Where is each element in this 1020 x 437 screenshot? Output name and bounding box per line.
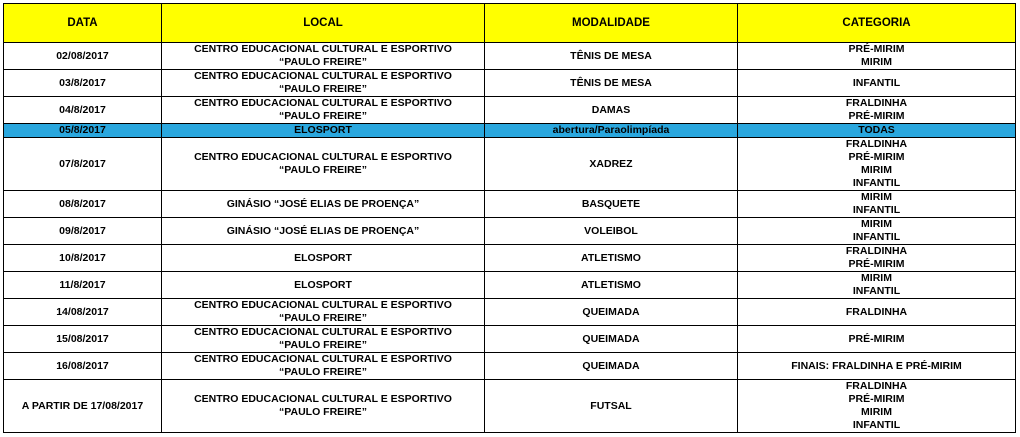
categoria-cell — [738, 97, 1016, 124]
table-row — [4, 245, 1016, 272]
date-cell: 15/08/2017 — [4, 326, 162, 353]
date-cell: 16/08/2017 — [4, 353, 162, 380]
date-cell: 05/8/2017 — [4, 124, 162, 138]
date-cell: A PARTIR DE 17/08/2017 — [4, 380, 162, 433]
modalidade-cell: ATLETISMO — [485, 272, 738, 299]
categoria-line: FRALDINHA — [845, 245, 908, 257]
categoria-line: PRÉ-MIRIM — [848, 151, 905, 163]
categoria-line: FRALDINHA — [845, 97, 908, 109]
categoria-line: PRÉ-MIRIM — [848, 332, 905, 345]
local-line: CENTRO EDUCACIONAL CULTURAL E ESPORTIVO — [194, 353, 452, 365]
categoria-line: PRÉ-MIRIM — [848, 110, 905, 122]
table-row — [4, 191, 1016, 218]
categoria-line: TODAS — [858, 124, 895, 136]
categoria-line: PRÉ-MIRIM — [848, 43, 905, 55]
modalidade-cell: abertura/Paraolimpíada — [485, 124, 738, 138]
local-line: CENTRO EDUCACIONAL CULTURAL E ESPORTIVO — [194, 97, 452, 109]
modalidade-cell: QUEIMADA — [485, 326, 738, 353]
local-line: CENTRO EDUCACIONAL CULTURAL E ESPORTIVO — [194, 326, 452, 338]
categoria-cell — [738, 218, 1016, 245]
header-categoria: CATEGORIA — [738, 4, 1016, 43]
modalidade-cell: TÊNIS DE MESA — [485, 70, 738, 97]
table-row — [4, 353, 1016, 380]
date-cell: 07/8/2017 — [4, 138, 162, 191]
date-cell: 03/8/2017 — [4, 70, 162, 97]
categoria-line: PRÉ-MIRIM — [848, 258, 905, 270]
categoria-line: MIRIM — [861, 406, 892, 418]
modalidade-cell: QUEIMADA — [485, 299, 738, 326]
date-cell: 02/08/2017 — [4, 43, 162, 70]
local-line: ELOSPORT — [294, 124, 352, 136]
modalidade-cell: FUTSAL — [485, 380, 738, 433]
local-line: ELOSPORT — [294, 278, 352, 291]
local-cell — [162, 353, 485, 380]
local-line: CENTRO EDUCACIONAL CULTURAL E ESPORTIVO — [194, 393, 452, 405]
local-cell — [162, 43, 485, 70]
local-cell — [162, 138, 485, 191]
categoria-cell — [738, 191, 1016, 218]
local-line: CENTRO EDUCACIONAL CULTURAL E ESPORTIVO — [194, 43, 452, 55]
date-cell: 04/8/2017 — [4, 97, 162, 124]
categoria-line: INFANTIL — [852, 285, 901, 297]
date-cell: 08/8/2017 — [4, 191, 162, 218]
local-line: GINÁSIO “JOSÉ ELIAS DE PROENÇA” — [226, 197, 420, 210]
modalidade-cell: XADREZ — [485, 138, 738, 191]
local-line: “PAULO FREIRE” — [279, 164, 367, 176]
categoria-cell — [738, 43, 1016, 70]
local-cell — [162, 299, 485, 326]
categoria-line: MIRIM — [861, 272, 892, 284]
categoria-line: MIRIM — [861, 191, 892, 203]
categoria-line: MIRIM — [861, 218, 892, 230]
header-row — [4, 4, 1016, 43]
local-line: CENTRO EDUCACIONAL CULTURAL E ESPORTIVO — [194, 70, 452, 82]
categoria-line: PRÉ-MIRIM — [848, 393, 905, 405]
categoria-cell — [738, 299, 1016, 326]
table-row — [4, 97, 1016, 124]
local-cell — [162, 272, 485, 299]
date-cell: 09/8/2017 — [4, 218, 162, 245]
local-cell — [162, 191, 485, 218]
categoria-cell — [738, 138, 1016, 191]
categoria-cell — [738, 124, 1016, 138]
local-line: “PAULO FREIRE” — [279, 406, 367, 418]
local-line: “PAULO FREIRE” — [279, 83, 367, 95]
categoria-cell — [738, 353, 1016, 380]
date-cell: 10/8/2017 — [4, 245, 162, 272]
table-row — [4, 70, 1016, 97]
modalidade-cell: VOLEIBOL — [485, 218, 738, 245]
schedule-table — [3, 3, 1016, 433]
local-line: “PAULO FREIRE” — [279, 366, 367, 378]
local-line: “PAULO FREIRE” — [279, 312, 367, 324]
table-row — [4, 272, 1016, 299]
categoria-line: FINAIS: FRALDINHA E PRÉ-MIRIM — [791, 359, 962, 372]
table-row — [4, 218, 1016, 245]
local-line: ELOSPORT — [294, 251, 352, 264]
modalidade-cell: DAMAS — [485, 97, 738, 124]
categoria-cell — [738, 380, 1016, 433]
modalidade-cell: ATLETISMO — [485, 245, 738, 272]
categoria-cell — [738, 245, 1016, 272]
local-cell — [162, 380, 485, 433]
local-cell — [162, 218, 485, 245]
categoria-line: FRALDINHA — [845, 380, 908, 392]
local-line: “PAULO FREIRE” — [279, 339, 367, 351]
table-row — [4, 299, 1016, 326]
local-line: CENTRO EDUCACIONAL CULTURAL E ESPORTIVO — [194, 299, 452, 311]
local-line: GINÁSIO “JOSÉ ELIAS DE PROENÇA” — [226, 224, 420, 237]
modalidade-cell: TÊNIS DE MESA — [485, 43, 738, 70]
table-row — [4, 380, 1016, 433]
categoria-line: MIRIM — [861, 56, 892, 68]
header-modalidade: MODALIDADE — [485, 4, 738, 43]
local-line: CENTRO EDUCACIONAL CULTURAL E ESPORTIVO — [194, 151, 452, 163]
modalidade-cell: QUEIMADA — [485, 353, 738, 380]
header-local: LOCAL — [162, 4, 485, 43]
categoria-cell — [738, 326, 1016, 353]
schedule-body — [4, 43, 1016, 433]
date-cell: 11/8/2017 — [4, 272, 162, 299]
table-row — [4, 138, 1016, 191]
local-cell — [162, 97, 485, 124]
categoria-line: INFANTIL — [852, 76, 901, 89]
categoria-line: INFANTIL — [852, 231, 901, 243]
categoria-line: INFANTIL — [852, 204, 901, 216]
categoria-line: FRALDINHA — [845, 305, 908, 318]
table-row-highlighted — [4, 124, 1016, 138]
date-cell: 14/08/2017 — [4, 299, 162, 326]
categoria-cell — [738, 272, 1016, 299]
local-cell — [162, 70, 485, 97]
modalidade-cell: BASQUETE — [485, 191, 738, 218]
local-line: “PAULO FREIRE” — [279, 110, 367, 122]
categoria-line: INFANTIL — [852, 419, 901, 431]
local-line: “PAULO FREIRE” — [279, 56, 367, 68]
categoria-line: MIRIM — [861, 164, 892, 176]
table-row — [4, 43, 1016, 70]
categoria-cell — [738, 70, 1016, 97]
local-cell — [162, 326, 485, 353]
table-row — [4, 326, 1016, 353]
local-cell — [162, 245, 485, 272]
categoria-line: FRALDINHA — [845, 138, 908, 150]
header-data: DATA — [4, 4, 162, 43]
local-cell — [162, 124, 485, 138]
categoria-line: INFANTIL — [852, 177, 901, 189]
